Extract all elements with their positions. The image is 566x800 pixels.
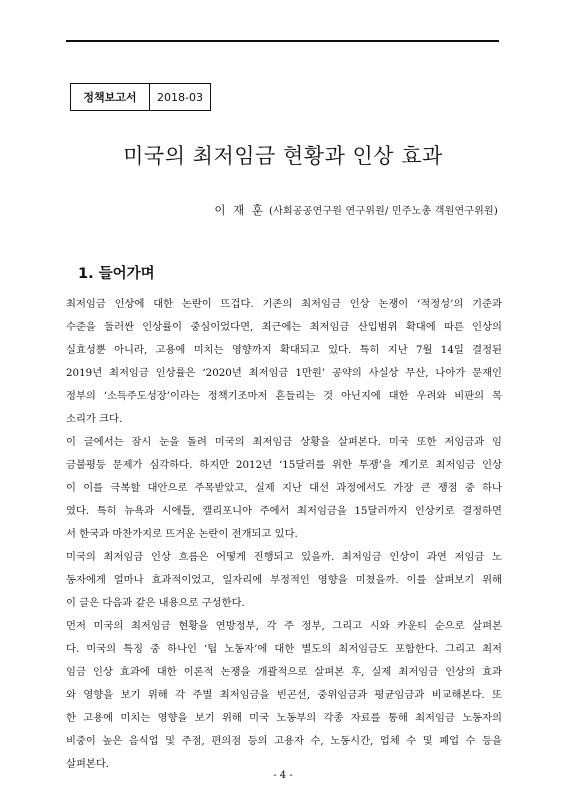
body-line: 살펴본다. [66,758,110,770]
body-line: 먼저 미국의 최저임금 현황을 연방정부, 각 주 정부, 그리고 시와 카운티 순으로 살펴본 [66,620,502,632]
body-line: 미국의 최저임금 인상 흐름은 어떻게 진행되고 있을까. 최저임금 인상이 과연 저임금 노 [66,551,502,563]
body-line: 한 고용에 미치는 영향을 보기 위해 미국 노동부의 각종 자료를 통해 최저임금 노동자의 [66,712,502,724]
body-line: 금불평등 문제가 심각하다. 하지만 2012년 ‘15달러를 위한 투쟁’을 계기로 최저임금 인상 [66,459,502,471]
body-line: 서 한국과 마찬가지로 뜨거운 논란이 전개되고 있다. [66,528,298,540]
top-rule [66,40,499,42]
body-line: 와 영향을 보기 위해 각 주별 최저임금을 빈곤선, 중위임금과 평균임금과 비교해본다. 또 [66,689,502,701]
author-affiliation: (사회공공연구원 연구위원/ 민주노총 객원연구위원) [269,206,498,217]
body-line: 다. 미국의 특징 중 하나인 ‘팁 노동자’에 대한 별도의 최저임금도 포함한다. 그리고 최저 [66,643,502,655]
body-line: 정부의 ‘소득주도성장’이라는 정책기조마저 흔들리는 것 아닌지에 대한 우려와 비판의 목 [66,390,502,402]
body-line: 이 이를 극복할 대안으로 주목받았고, 실제 지난 대선 과정에서도 가장 큰 쟁점 중 하나 [66,482,502,494]
report-number: 2018-03 [157,90,203,104]
body-line: 동자에게 얼마나 효과적이었고, 일자리에 부정적인 영향을 미쳤을까. 이를 살펴보기 위해 [66,574,502,586]
report-box [70,83,211,111]
document-title: 미국의 최저임금 현황과 인상 효과 [123,144,443,168]
author-name: 이 재 훈 [214,203,266,217]
body-text [66,293,502,776]
body-line: 소리가 크다. [66,413,123,425]
section-heading: 1. 들어가며 [78,266,155,282]
report-type-label: 정책보고서 [71,84,150,110]
body-line: 최저임금 인상에 대한 논란이 뜨겁다. 기존의 최저임금 인상 논쟁이 ‘적정성’의 기준과 [66,298,502,310]
body-line: 실효성뿐 아니라, 고용에 미치는 영향까지 확대되고 있다. 특히 지난 7월 14일 결정된 [66,344,502,356]
body-line: 이 글에서는 잠시 눈을 돌려 미국의 최저임금 상황을 살펴본다. 미국 또한 저임금과 임 [66,436,502,448]
page-number: - 4 - [273,770,293,781]
author-line [214,202,498,218]
body-line: 이 글은 다음과 같은 내용으로 구성한다. [66,597,245,609]
body-line: 2019년 최저임금 인상률은 ‘2020년 최저임금 1만원’ 공약의 사실상 무산, 나아가 문재인 [66,367,502,379]
body-line: 수준을 둘러싼 인상률이 중심이었다면, 최근에는 최저임금 산입범위 확대에 따른 인상의 [66,321,502,333]
body-line: 였다. 특히 뉴욕과 시애틀, 캘리포니아 주에서 최저임금을 15달러까지 인상키로 결정하면 [66,505,502,517]
body-line: 비중이 높은 음식업 및 주점, 편의점 등의 고용자 수, 노동시간, 업체 수 및 폐업 수 등을 [66,735,502,747]
body-line: 임금 인상 효과에 대한 이론적 논쟁을 개괄적으로 살펴본 후, 실제 최저임금 인상의 효과 [66,666,502,678]
